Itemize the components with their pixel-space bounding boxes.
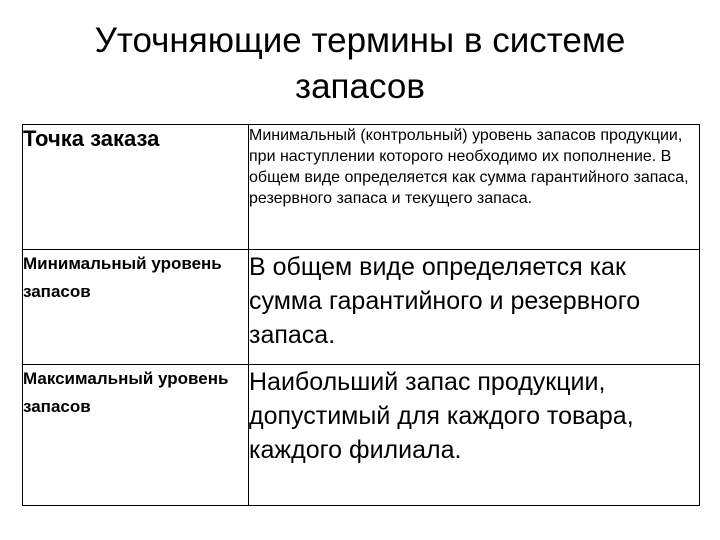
term-cell: Максимальный уровень запасов xyxy=(23,365,249,506)
definition-cell: Наибольший запас продукции, допустимый для каждого товара, каждого филиала. xyxy=(249,365,700,506)
terms-table xyxy=(22,124,700,506)
slide-title: Уточняющие термины в системе запасов xyxy=(94,21,626,106)
term-cell: Точка заказа xyxy=(23,125,249,250)
table-row xyxy=(23,365,700,506)
term-cell: Минимальный уровень запасов xyxy=(23,250,249,365)
definition-cell: Минимальный (контрольный) уровень запасов продукции, при наступлении которого необходимо их пополнение. В общем виде определяется как сумма гарантийного запаса, резервного запаса и текущего запаса. xyxy=(249,125,700,250)
definition-cell: В общем виде определяется как сумма гарантийного и резервного запаса. xyxy=(249,250,700,365)
table-row xyxy=(23,125,700,250)
table-row xyxy=(23,250,700,365)
